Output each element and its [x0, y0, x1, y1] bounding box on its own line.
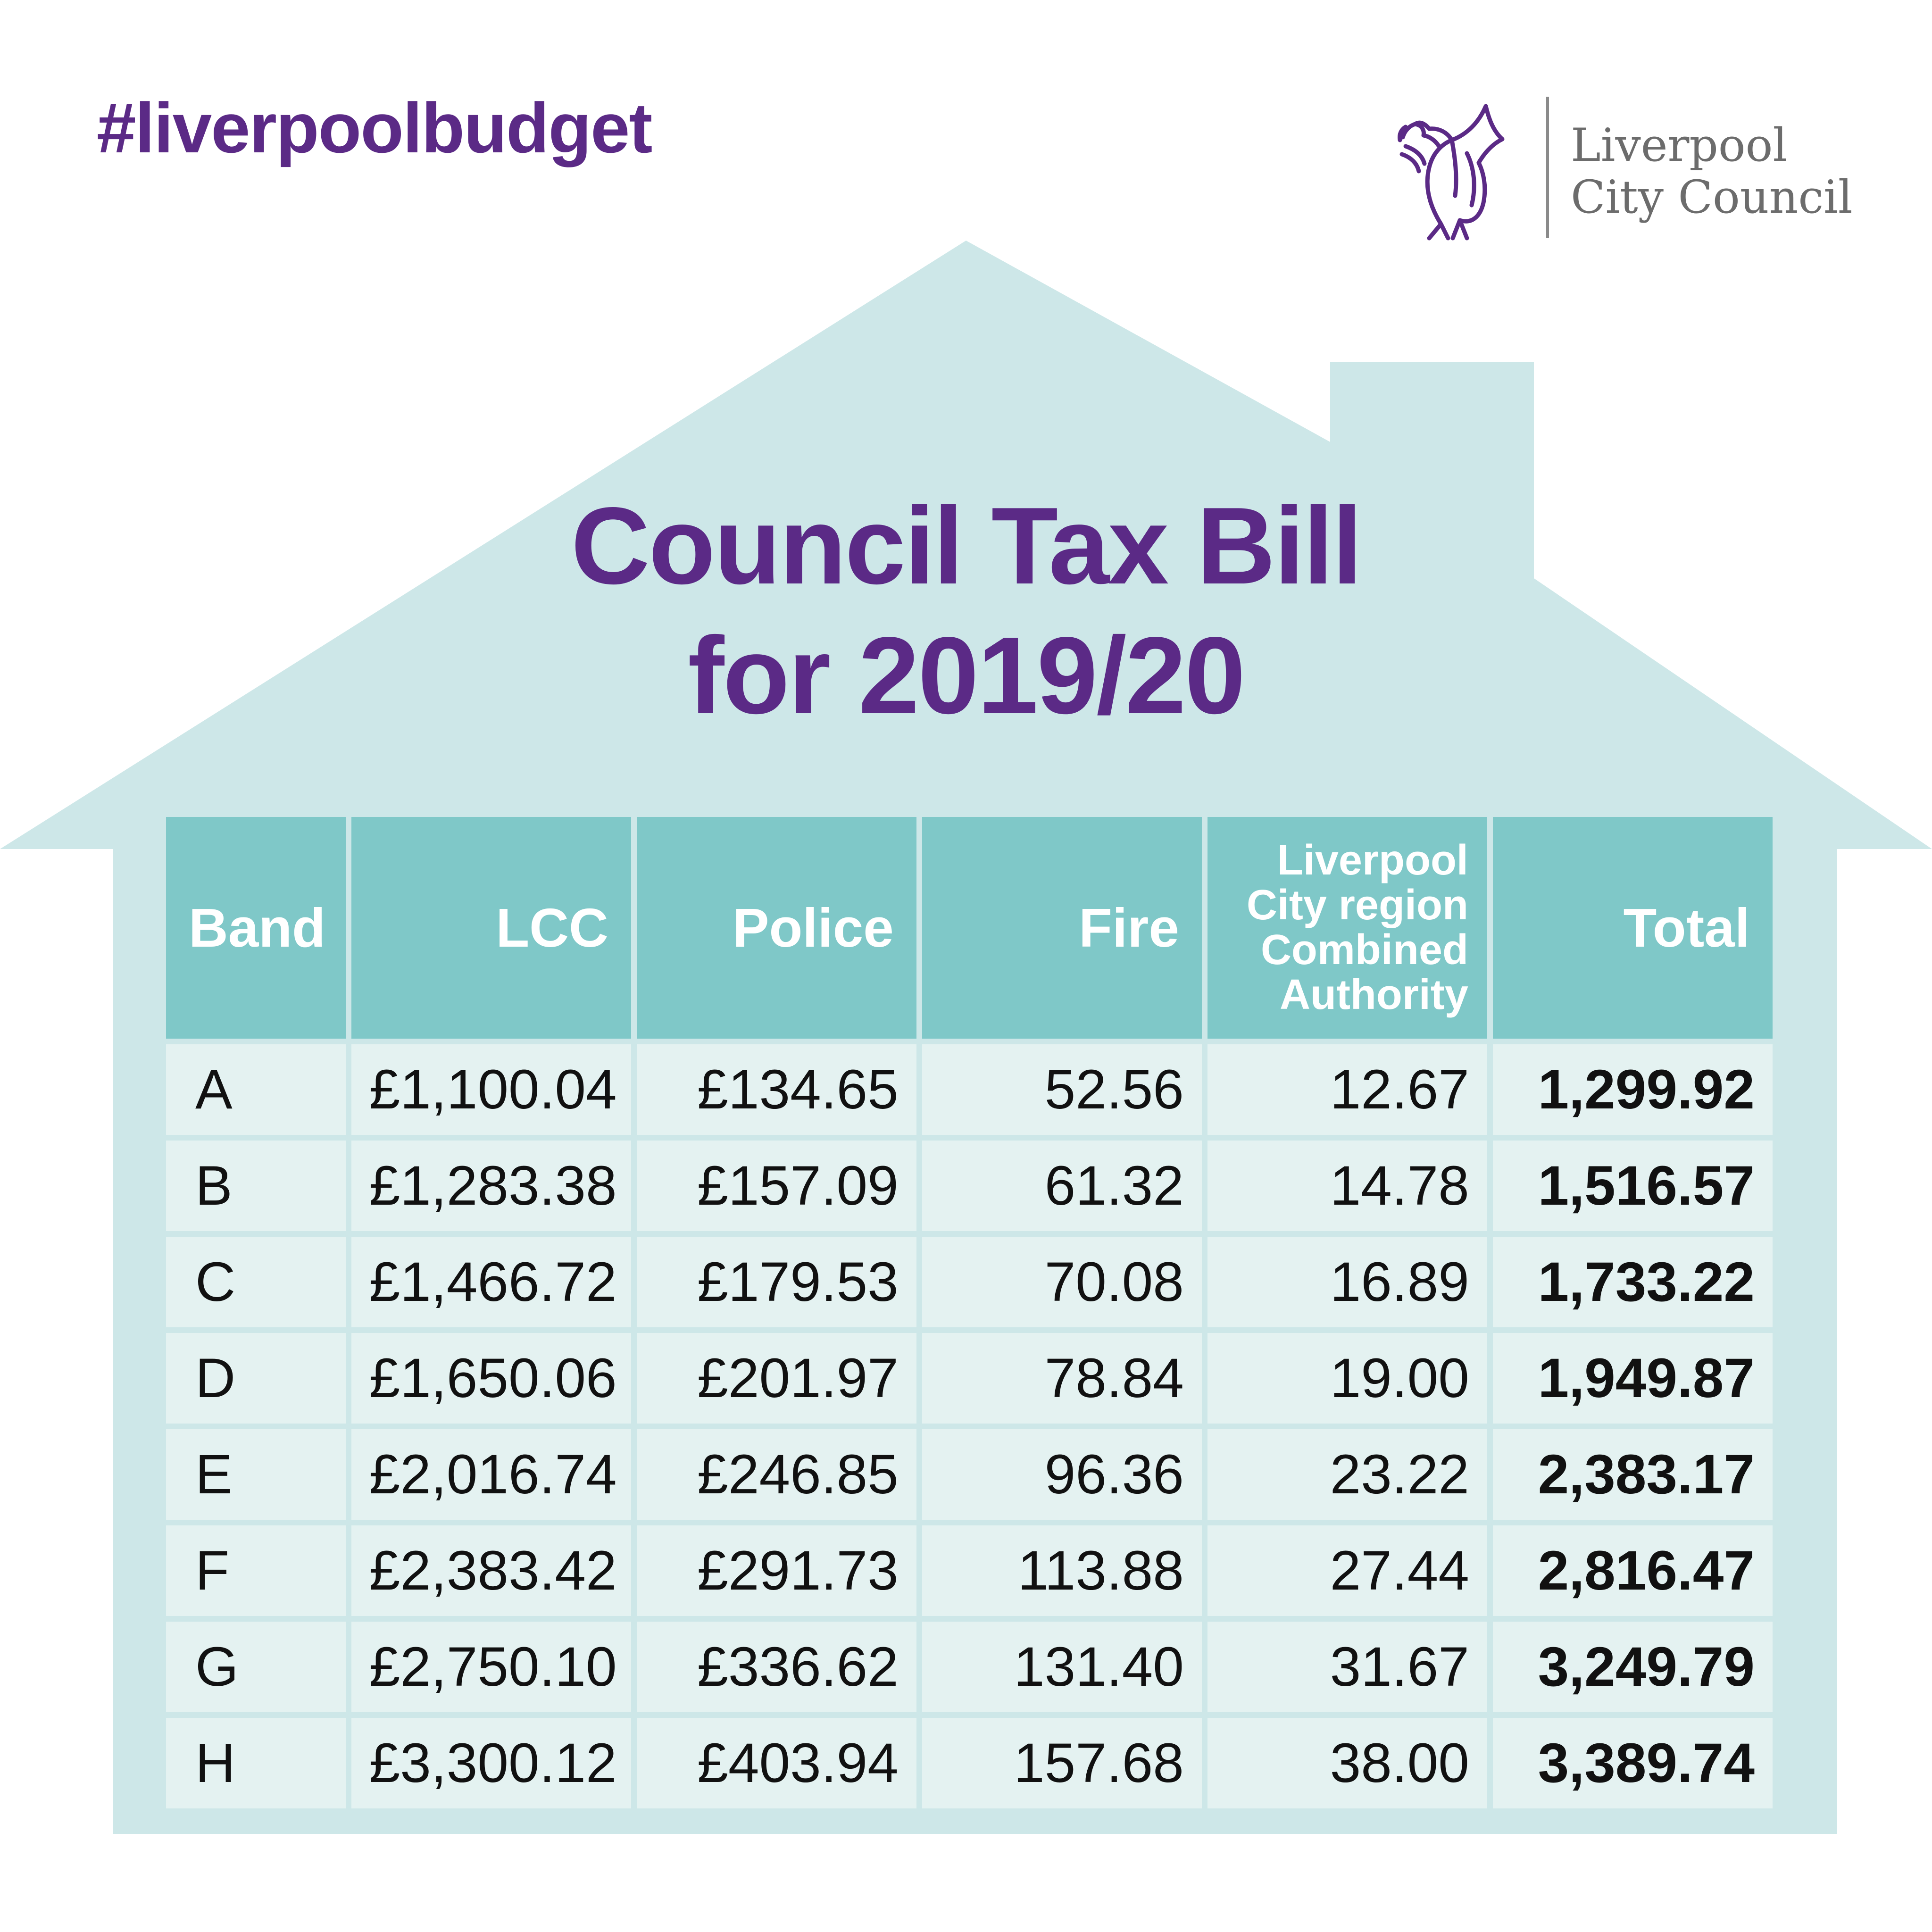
- table-row: [166, 1622, 1773, 1712]
- cell-police: £179.53: [637, 1237, 916, 1327]
- header-lcr-line-2: City region: [1246, 882, 1468, 929]
- cell-band: B: [166, 1141, 346, 1231]
- title-line-1: Council Tax Bill: [571, 485, 1361, 607]
- table-header-row: [166, 817, 1773, 1039]
- cell-total: 2,383.17: [1493, 1429, 1773, 1520]
- cell-band: H: [166, 1718, 346, 1808]
- cell-band: E: [166, 1429, 346, 1520]
- cell-fire: 157.68: [922, 1718, 1202, 1808]
- cell-police: £201.97: [637, 1333, 916, 1424]
- cell-police: £403.94: [637, 1718, 916, 1808]
- header-band: Band: [166, 817, 346, 1039]
- cell-police: £291.73: [637, 1525, 916, 1616]
- cell-fire: 113.88: [922, 1525, 1202, 1616]
- page-title: [0, 481, 1932, 741]
- logo-line-2: City Council: [1571, 171, 1853, 224]
- council-tax-table: [160, 811, 1778, 1814]
- table-row: [166, 1141, 1773, 1231]
- cell-total: 1,516.57: [1493, 1141, 1773, 1231]
- cell-lcc: £1,100.04: [351, 1044, 631, 1135]
- cell-combined-authority: 27.44: [1208, 1525, 1487, 1616]
- header-lcr-line-1: Liverpool: [1277, 837, 1468, 884]
- cell-police: £134.65: [637, 1044, 916, 1135]
- cell-fire: 70.08: [922, 1237, 1202, 1327]
- council-logo: [1396, 97, 1853, 243]
- cell-combined-authority: 19.00: [1208, 1333, 1487, 1424]
- cell-combined-authority: 12.67: [1208, 1044, 1487, 1135]
- cell-combined-authority: 38.00: [1208, 1718, 1487, 1808]
- cell-fire: 52.56: [922, 1044, 1202, 1135]
- cell-combined-authority: 16.89: [1208, 1237, 1487, 1327]
- title-line-2: for 2019/20: [688, 615, 1244, 737]
- cell-lcc: £1,466.72: [351, 1237, 631, 1327]
- cell-total: 1,949.87: [1493, 1333, 1773, 1424]
- cell-band: A: [166, 1044, 346, 1135]
- table-row: [166, 1333, 1773, 1424]
- cell-lcc: £2,383.42: [351, 1525, 631, 1616]
- cell-band: C: [166, 1237, 346, 1327]
- cell-lcc: £3,300.12: [351, 1718, 631, 1808]
- cell-fire: 78.84: [922, 1333, 1202, 1424]
- hashtag: #liverpoolbudget: [97, 88, 652, 167]
- logo-divider: [1546, 97, 1549, 238]
- cell-combined-authority: 23.22: [1208, 1429, 1487, 1520]
- cell-lcc: £1,650.06: [351, 1333, 631, 1424]
- header-lcr-line-3: Combined: [1260, 926, 1468, 974]
- cell-lcc: £2,016.74: [351, 1429, 631, 1520]
- cell-band: F: [166, 1525, 346, 1616]
- table-row: [166, 1525, 1773, 1616]
- logo-text: [1571, 119, 1853, 223]
- cell-combined-authority: 31.67: [1208, 1622, 1487, 1712]
- liver-bird-icon: [1396, 97, 1514, 243]
- table-row: [166, 1429, 1773, 1520]
- header-fire: Fire: [922, 817, 1202, 1039]
- cell-lcc: £1,283.38: [351, 1141, 631, 1231]
- table-row: [166, 1237, 1773, 1327]
- cell-fire: 96.36: [922, 1429, 1202, 1520]
- cell-police: £157.09: [637, 1141, 916, 1231]
- cell-police: £246.85: [637, 1429, 916, 1520]
- logo-line-1: Liverpool: [1571, 119, 1788, 172]
- cell-band: D: [166, 1333, 346, 1424]
- cell-total: 2,816.47: [1493, 1525, 1773, 1616]
- cell-total: 1,733.22: [1493, 1237, 1773, 1327]
- cell-fire: 61.32: [922, 1141, 1202, 1231]
- cell-police: £336.62: [637, 1622, 916, 1712]
- cell-lcc: £2,750.10: [351, 1622, 631, 1712]
- header-combined-authority: [1208, 817, 1487, 1039]
- header-police: Police: [637, 817, 916, 1039]
- cell-fire: 131.40: [922, 1622, 1202, 1712]
- cell-total: 3,389.74: [1493, 1718, 1773, 1808]
- cell-band: G: [166, 1622, 346, 1712]
- header-lcc: LCC: [351, 817, 631, 1039]
- table-row: [166, 1718, 1773, 1808]
- cell-combined-authority: 14.78: [1208, 1141, 1487, 1231]
- header-total: Total: [1493, 817, 1773, 1039]
- cell-total: 1,299.92: [1493, 1044, 1773, 1135]
- header-lcr-line-4: Authority: [1279, 971, 1468, 1018]
- table-row: [166, 1044, 1773, 1135]
- cell-total: 3,249.79: [1493, 1622, 1773, 1712]
